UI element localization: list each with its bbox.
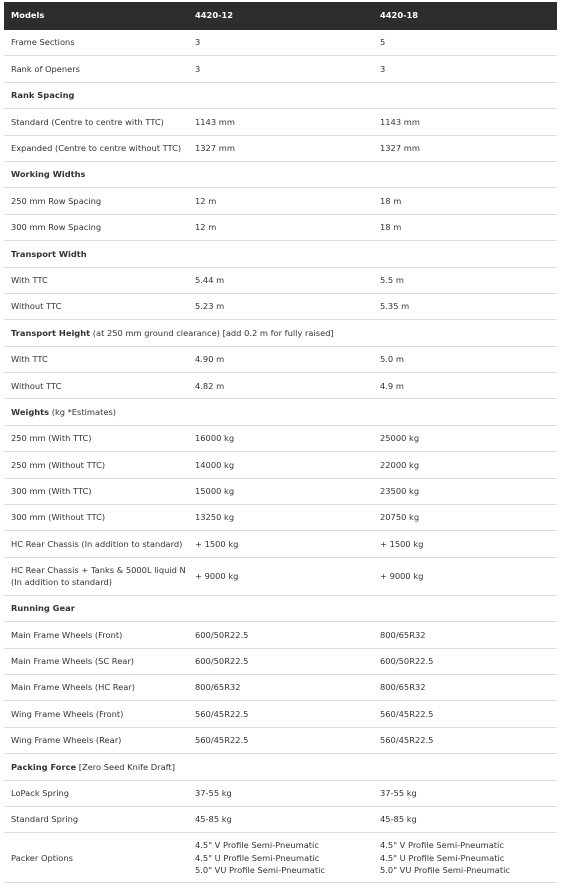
spec-value-4420-18 xyxy=(373,833,557,883)
spec-value-4420-18: 800/65R32 xyxy=(373,622,557,648)
section-title: Working Widths xyxy=(11,169,86,180)
spec-value-4420-12: 4.90 m xyxy=(188,346,373,372)
spec-value-4420-12: 12 m xyxy=(188,214,373,240)
spec-label: Rank of Openers xyxy=(4,56,188,82)
spec-row xyxy=(4,833,557,883)
spec-value-4420-18: 25000 kg xyxy=(373,425,557,451)
spec-row xyxy=(4,701,557,727)
section-header-row xyxy=(4,161,557,187)
spec-value-4420-18: 45-85 kg xyxy=(373,806,557,832)
section-title: Transport Height xyxy=(11,327,91,338)
spec-row xyxy=(4,56,557,82)
section-header-cell xyxy=(4,399,557,425)
spec-row xyxy=(4,30,557,56)
spec-value-4420-12: 15000 kg xyxy=(188,478,373,504)
spec-value-4420-18: 18 m xyxy=(373,214,557,240)
spec-value-4420-18: 560/45R22.5 xyxy=(373,701,557,727)
spec-value-4420-12: 560/45R22.5 xyxy=(188,701,373,727)
spec-value-4420-12: 16000 kg xyxy=(188,425,373,451)
spec-label: Wing Frame Wheels (Front) xyxy=(4,701,188,727)
spec-value-4420-12 xyxy=(188,833,373,883)
spec-label: 250 mm (Without TTC) xyxy=(4,452,188,478)
spec-row xyxy=(4,648,557,674)
spec-value-4420-18: 4.9 m xyxy=(373,373,557,399)
spec-row xyxy=(4,109,557,135)
table-header-row xyxy=(4,2,557,30)
spec-value-4420-12: 3 xyxy=(188,30,373,56)
header-model-4420-18: 4420-18 xyxy=(373,2,557,30)
spec-label: 300 mm (Without TTC) xyxy=(4,505,188,531)
spec-value-4420-12: 14000 kg xyxy=(188,452,373,478)
section-header-row xyxy=(4,241,557,267)
section-header-row xyxy=(4,82,557,108)
spec-label: Main Frame Wheels (Front) xyxy=(4,622,188,648)
spec-value-4420-18: 23500 kg xyxy=(373,478,557,504)
spec-label: Wing Frame Wheels (Rear) xyxy=(4,727,188,753)
spec-label: 300 mm Row Spacing xyxy=(4,214,188,240)
spec-row xyxy=(4,780,557,806)
section-header-cell xyxy=(4,595,557,621)
spec-value-4420-18: 37-55 kg xyxy=(373,780,557,806)
section-header-row xyxy=(4,595,557,621)
spec-label: Main Frame Wheels (SC Rear) xyxy=(4,648,188,674)
section-title: Running Gear xyxy=(11,603,75,614)
section-header-row xyxy=(4,399,557,425)
packer-option: 4.5" U Profile Semi-Pneumatic xyxy=(380,852,505,863)
spec-value-4420-18: 22000 kg xyxy=(373,452,557,478)
section-header-row xyxy=(4,754,557,780)
section-title: Rank Spacing xyxy=(11,90,75,101)
spec-label: LoPack Spring xyxy=(4,780,188,806)
spec-row xyxy=(4,425,557,451)
spec-value-4420-12: 5.44 m xyxy=(188,267,373,293)
section-header-cell xyxy=(4,161,557,187)
packer-option: 5.0" VU Profile Semi-Pneumatic xyxy=(380,865,510,876)
section-title: Transport Width xyxy=(11,248,87,259)
spec-row xyxy=(4,557,557,595)
section-header-cell xyxy=(4,754,557,780)
spec-value-4420-12: 45-85 kg xyxy=(188,806,373,832)
spec-label: 250 mm (With TTC) xyxy=(4,425,188,451)
spec-value-4420-18: 18 m xyxy=(373,188,557,214)
spec-value-4420-18: 5 xyxy=(373,30,557,56)
spec-value-4420-18: 800/65R32 xyxy=(373,674,557,700)
spec-row xyxy=(4,293,557,319)
section-title: Weights xyxy=(11,406,50,417)
spec-value-4420-12: 1327 mm xyxy=(188,135,373,161)
header-models: Models xyxy=(4,2,188,30)
spec-value-4420-12: 600/50R22.5 xyxy=(188,622,373,648)
spec-table xyxy=(4,2,557,883)
spec-label: Without TTC xyxy=(4,373,188,399)
spec-row xyxy=(4,505,557,531)
spec-value-4420-18: 1327 mm xyxy=(373,135,557,161)
spec-row xyxy=(4,188,557,214)
section-header-cell xyxy=(4,320,557,346)
spec-value-4420-12: 3 xyxy=(188,56,373,82)
spec-value-4420-12: 37-55 kg xyxy=(188,780,373,806)
spec-value-4420-18: 560/45R22.5 xyxy=(373,727,557,753)
spec-label: Standard Spring xyxy=(4,806,188,832)
spec-value-4420-12: + 1500 kg xyxy=(188,531,373,557)
section-header-row xyxy=(4,320,557,346)
spec-row xyxy=(4,267,557,293)
spec-row xyxy=(4,478,557,504)
section-title: Packing Force xyxy=(11,761,77,772)
spec-value-4420-12: 12 m xyxy=(188,188,373,214)
spec-row xyxy=(4,674,557,700)
header-model-4420-12: 4420-12 xyxy=(188,2,373,30)
spec-label: Main Frame Wheels (HC Rear) xyxy=(4,674,188,700)
spec-label: With TTC xyxy=(4,267,188,293)
spec-label: Expanded (Centre to centre without TTC) xyxy=(4,135,188,161)
spec-value-4420-18: 1143 mm xyxy=(373,109,557,135)
spec-row xyxy=(4,135,557,161)
spec-value-4420-18: 5.35 m xyxy=(373,293,557,319)
spec-label: Packer Options xyxy=(4,833,188,883)
spec-value-4420-18: + 1500 kg xyxy=(373,531,557,557)
spec-row xyxy=(4,214,557,240)
section-header-cell xyxy=(4,82,557,108)
spec-value-4420-12: 5.23 m xyxy=(188,293,373,319)
spec-value-4420-18: 5.0 m xyxy=(373,346,557,372)
packer-option: 4.5" V Profile Semi-Pneumatic xyxy=(195,840,319,851)
spec-value-4420-12: 1143 mm xyxy=(188,109,373,135)
spec-value-4420-18: 600/50R22.5 xyxy=(373,648,557,674)
spec-label: With TTC xyxy=(4,346,188,372)
spec-row xyxy=(4,622,557,648)
spec-label: HC Rear Chassis (In addition to standard) xyxy=(4,531,188,557)
spec-row xyxy=(4,373,557,399)
section-header-cell xyxy=(4,241,557,267)
spec-value-4420-18: + 9000 kg xyxy=(373,557,557,595)
spec-value-4420-12: 4.82 m xyxy=(188,373,373,399)
spec-row xyxy=(4,806,557,832)
spec-label: Without TTC xyxy=(4,293,188,319)
spec-label: HC Rear Chassis + Tanks & 5000L liquid N (In addition to standard) xyxy=(4,557,188,595)
section-note: (at 250 mm ground clearance) [add 0.2 m for fully raised] xyxy=(90,327,334,338)
spec-value-4420-18: 5.5 m xyxy=(373,267,557,293)
section-note: [Zero Seed Knife Draft] xyxy=(76,761,175,772)
section-note: (kg *Estimates) xyxy=(49,406,117,417)
packer-option: 4.5" V Profile Semi-Pneumatic xyxy=(380,840,504,851)
packer-option: 5.0" VU Profile Semi-Pneumatic xyxy=(195,865,325,876)
spec-label: 250 mm Row Spacing xyxy=(4,188,188,214)
spec-value-4420-12: + 9000 kg xyxy=(188,557,373,595)
spec-value-4420-18: 3 xyxy=(373,56,557,82)
spec-value-4420-18: 20750 kg xyxy=(373,505,557,531)
spec-value-4420-12: 800/65R32 xyxy=(188,674,373,700)
spec-row xyxy=(4,452,557,478)
spec-row xyxy=(4,727,557,753)
spec-row xyxy=(4,346,557,372)
spec-label: 300 mm (With TTC) xyxy=(4,478,188,504)
spec-value-4420-12: 560/45R22.5 xyxy=(188,727,373,753)
spec-table-body xyxy=(4,30,557,883)
packer-option: 4.5" U Profile Semi-Pneumatic xyxy=(195,852,320,863)
spec-row xyxy=(4,531,557,557)
spec-label: Standard (Centre to centre with TTC) xyxy=(4,109,188,135)
spec-value-4420-12: 600/50R22.5 xyxy=(188,648,373,674)
spec-value-4420-12: 13250 kg xyxy=(188,505,373,531)
spec-label: Frame Sections xyxy=(4,30,188,56)
